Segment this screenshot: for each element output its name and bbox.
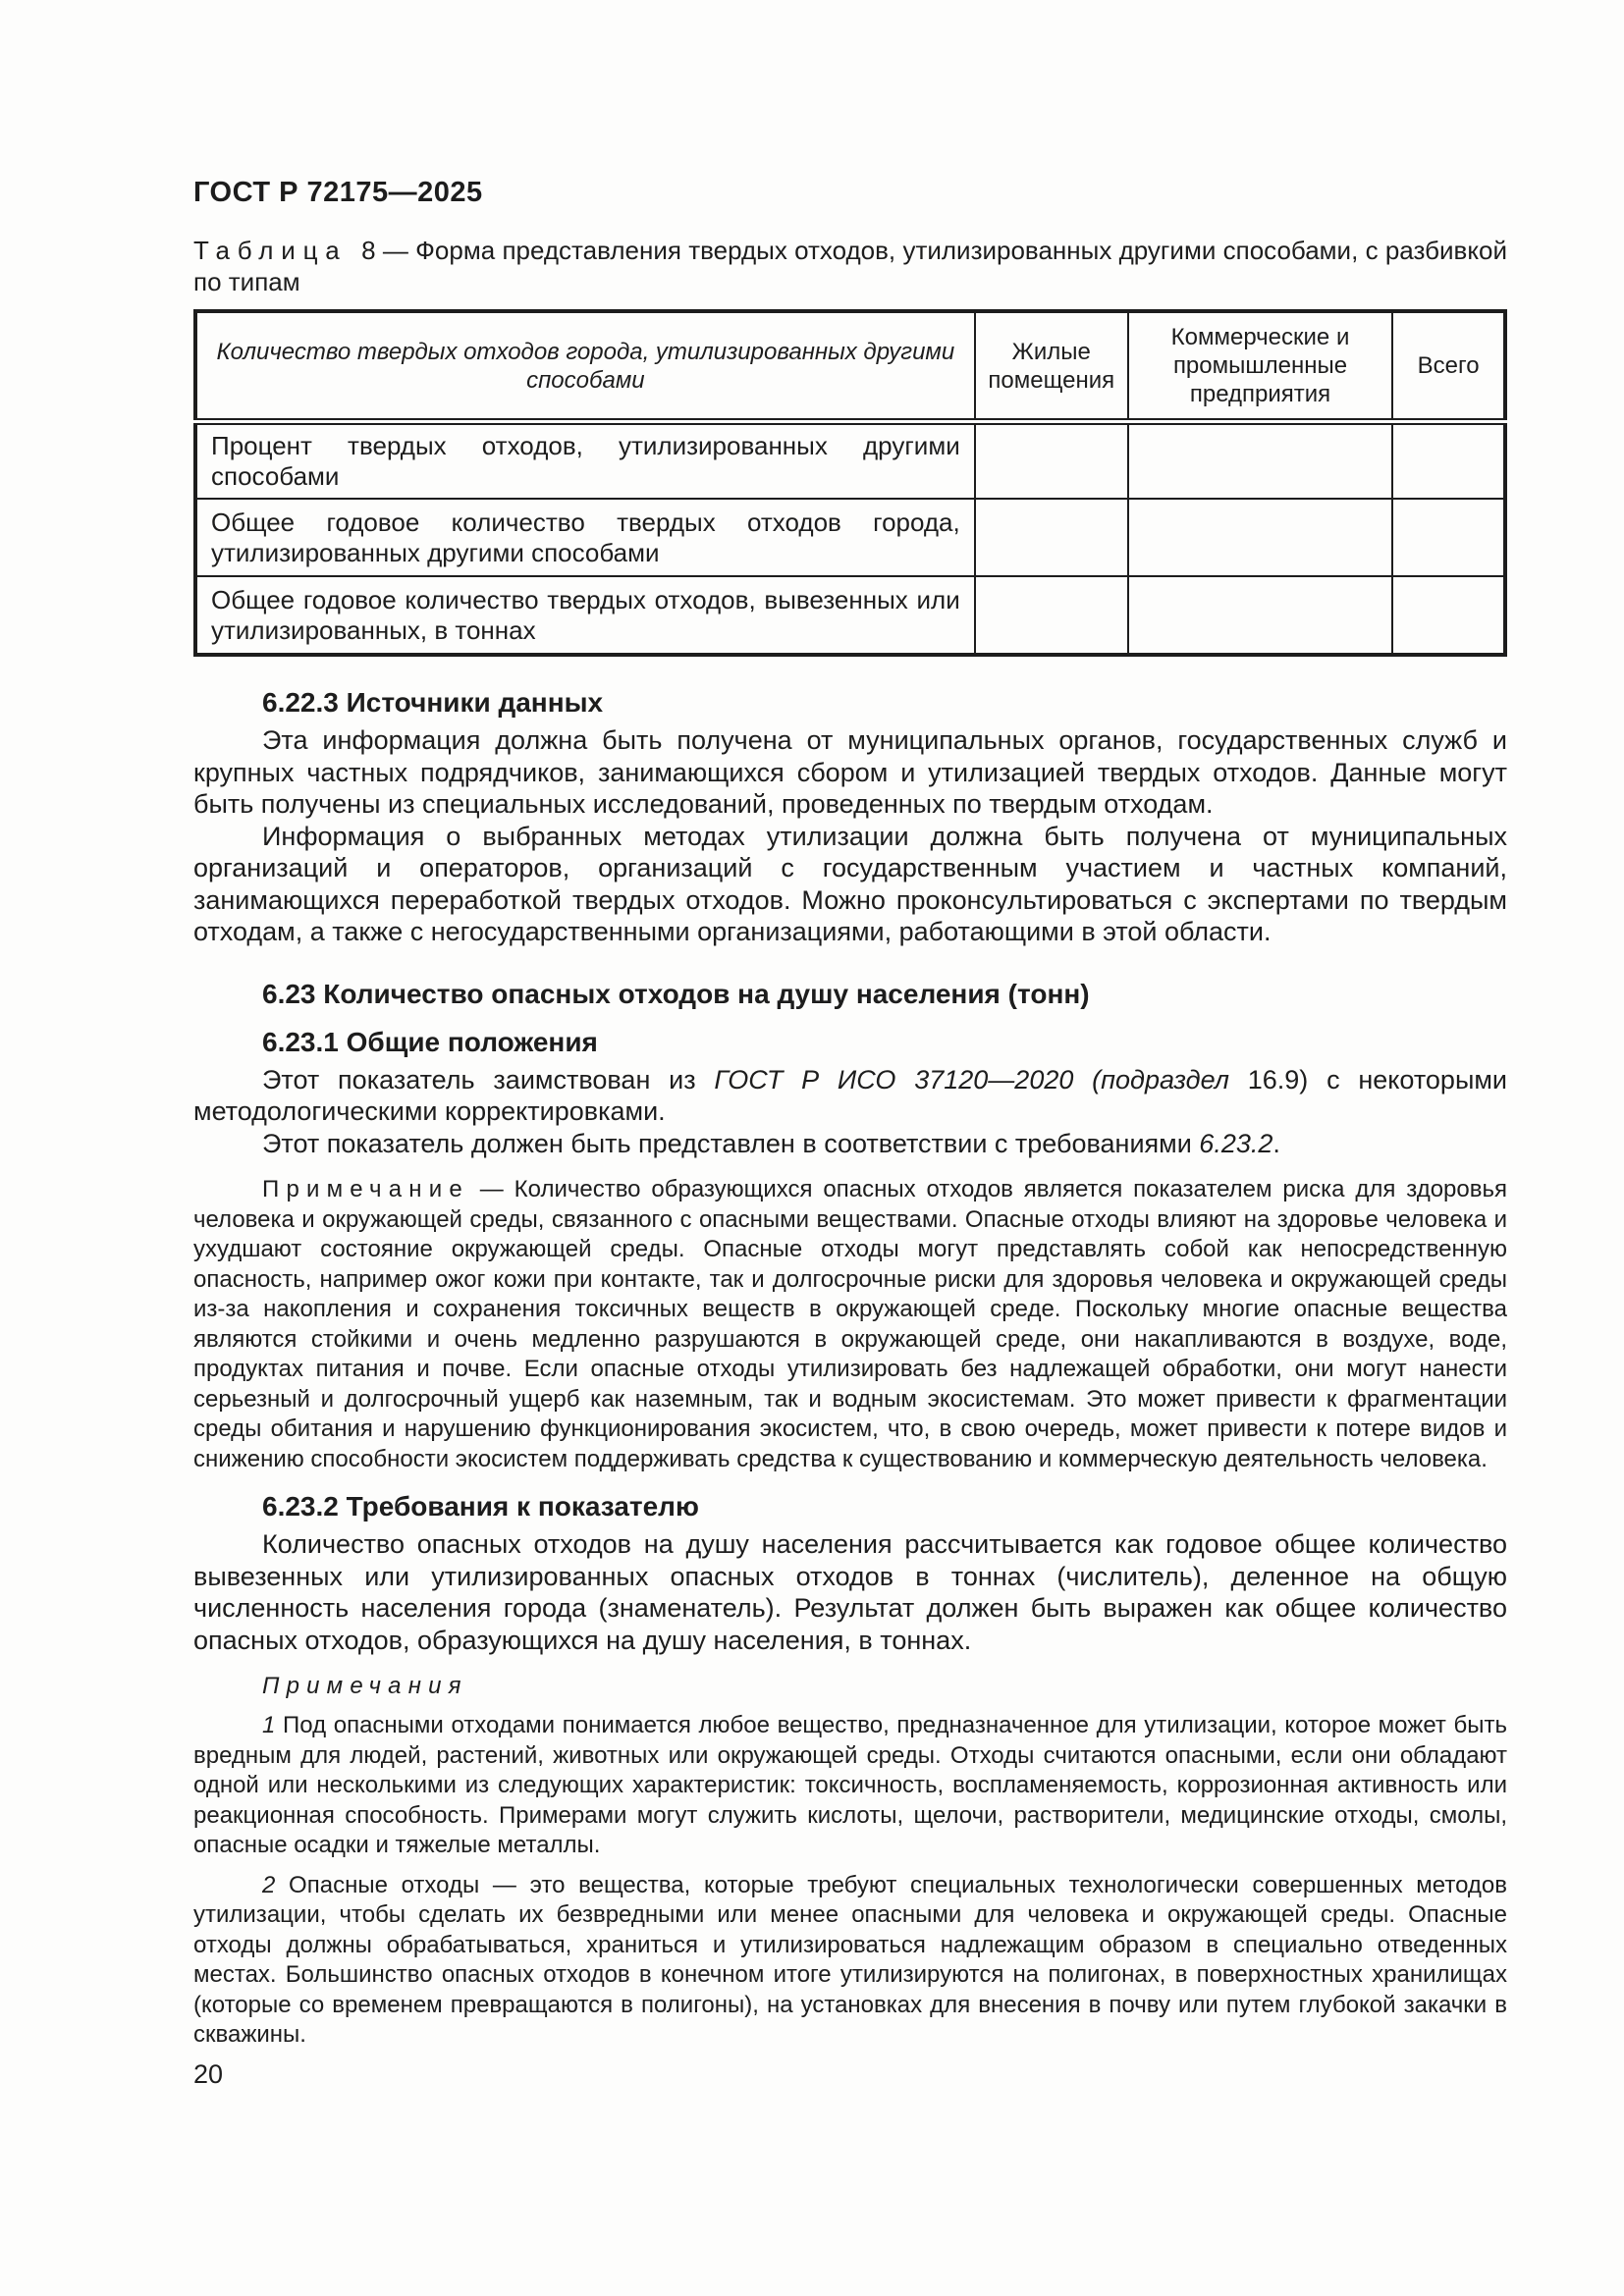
paragraph <box>193 1128 1507 1160</box>
reference-italic: 6.23.2 <box>1199 1128 1273 1158</box>
reference-italic: ГОСТ Р ИСО 37120—2020 (подраздел <box>714 1064 1229 1095</box>
table-cell-empty <box>1128 422 1392 500</box>
page-content <box>193 0 1507 2051</box>
section-heading-6-23-1: 6.23.1 Общие положения <box>262 1026 598 1057</box>
table-header-col4: Всего <box>1392 311 1505 422</box>
note-block <box>193 1175 1507 1474</box>
note-block <box>193 1711 1507 1861</box>
table-cell-empty <box>975 499 1128 576</box>
table-cell-empty <box>975 576 1128 655</box>
section-heading-6-22-3: 6.22.3 Источники данных <box>262 687 604 718</box>
section-heading-6-23-2: 6.23.2 Требования к показателю <box>262 1491 699 1522</box>
table-cell-empty <box>1392 499 1505 576</box>
table-row <box>195 499 1505 576</box>
note-text: Под опасными отходами понимается любое вещество, предназначенное для утилизации, которое может быть вредным для людей, растений, животных или окружающей среды. Отходы считаются опасными, если они обладают одной или несколькими из следующих характеристик: токсичность, воспламеняемость, коррозионная активность или реакционная способность. Примерами могут служить кислоты, щелочи, растворители, медицинские отходы, смолы, опасные осадки и тяжелые металлы. <box>193 1712 1507 1858</box>
table-8-header <box>195 311 1505 422</box>
table-8-body <box>195 422 1505 656</box>
note-text: — Количество образующихся опасных отходов является показателем риска для здоровья человека и окружающей среды, связанного с опасными веществами. Опасные отходы влияют на здоровье человека и ухудшают состояние окружающей среды. Опасные отходы могут представлять собой как непосредственную опасность, например ожог кожи при контакте, так и долгосрочные риски для здоровья человека и окружающей среды из-за накопления и сохранения токсичных веществ в окружающей среде. Поскольку многие опасные вещества являются стойкими и очень медленно разрушаются в окружающей среде, они накапливаются в воздухе, воде, продуктах питания и почве. Если опасные отходы утилизировать без надлежащей обработки, они могут нанести серьезный и долгосрочный ущерб как наземным, так и водным экосистемам. Это может привести к фрагментации среды обитания и нарушению функционирования экосистем, что, в свою очередь, может привести к потере видов и снижению способности экосистем поддерживать средства к существованию и коммерческую деятельность человека. <box>193 1176 1507 1472</box>
table-header-col2: Жилые помещения <box>975 311 1128 422</box>
paragraph: Эта информация должна быть получена от муниципальных органов, государственных служб и крупных частных подрядчиков, занимающихся сбором и утилизацией твердых отходов. Данные могут быть получены из специальных исследований, проведенных по твердым отходам. <box>193 725 1507 819</box>
paragraph <box>193 1064 1507 1128</box>
text-run: Этот показатель должен быть представлен в соответствии с требованиями <box>262 1128 1200 1158</box>
note-label: Примечание <box>262 1176 469 1202</box>
note-text: Опасные отходы — это вещества, которые требуют специальных технологически совершенных методов утилизации, чтобы сделать их безвредными или менее опасными для человека и окружающей среды. Опасные отходы должны обрабатываться, храниться и утилизироваться надлежащим образом в специально отведенных местах. Большинство опасных отходов в конечном итоге утилизируются на полигонах, в поверхностных хранилищах (которые со временем превращаются в полигоны), на установках для внесения в почву или путем глубокой закачки в скважины. <box>193 1871 1507 2048</box>
table-row-label: Общее годовое количество твердых отходов города, утилизированных другими способами <box>195 499 975 576</box>
table-caption-text: — Форма представления твердых отходов, утилизированных другими способами, с разбивкой по типам <box>193 236 1507 296</box>
table-cell-empty <box>1128 576 1392 655</box>
table-cell-empty <box>1392 422 1505 500</box>
text-run: Этот показатель заимствован из <box>262 1064 715 1095</box>
table-cell-empty <box>975 422 1128 500</box>
text-run: 16.9) с некоторыми методологическими корректировками. <box>193 1064 1507 1126</box>
page-number: 20 <box>193 2059 224 2089</box>
note-number: 2 <box>262 1871 276 1898</box>
document-header: ГОСТ Р 72175—2025 <box>193 177 483 208</box>
paragraph: Количество опасных отходов на душу населения рассчитывается как годовое общее количество вывезенных или утилизированных опасных отходов в тоннах (числитель), деленное на общую численность населения города (знаменатель). Результат должен быть выражен как общее количество опасных отходов, образующихся на душу населения, в тоннах. <box>193 1529 1507 1655</box>
table-caption-number: 8 <box>361 236 376 265</box>
text-run: . <box>1272 1128 1280 1158</box>
table-caption <box>193 235 1507 297</box>
table-header-col1: Количество твердых отходов города, утилизированных другими способами <box>195 311 975 422</box>
notes-label: Примечания <box>262 1673 468 1699</box>
paragraph: Информация о выбранных методах утилизации должна быть получена от муниципальных организаций и операторов, организаций с государственным участием и частных компаний, занимающихся переработкой твердых отходов. Можно проконсультироваться с экспертами по твердым отходам, а также с негосударственными организациями, работающими в этой области. <box>193 821 1507 946</box>
table-8 <box>193 309 1507 657</box>
table-row <box>195 576 1505 655</box>
table-cell-empty <box>1128 499 1392 576</box>
table-cell-empty <box>1392 576 1505 655</box>
table-row-label: Общее годовое количество твердых отходов, вывезенных или утилизированных, в тоннах <box>195 576 975 655</box>
table-row <box>195 422 1505 500</box>
table-caption-label: Таблица <box>193 236 348 265</box>
table-row-label: Процент твердых отходов, утилизированных другими способами <box>195 422 975 500</box>
section-heading-6-23: 6.23 Количество опасных отходов на душу населения (тонн) <box>262 978 1090 1009</box>
table-header-col3: Коммерческие и промышленные предприятия <box>1128 311 1392 422</box>
table-header-row <box>195 311 1505 422</box>
note-block <box>193 1871 1507 2051</box>
note-number: 1 <box>262 1712 276 1738</box>
